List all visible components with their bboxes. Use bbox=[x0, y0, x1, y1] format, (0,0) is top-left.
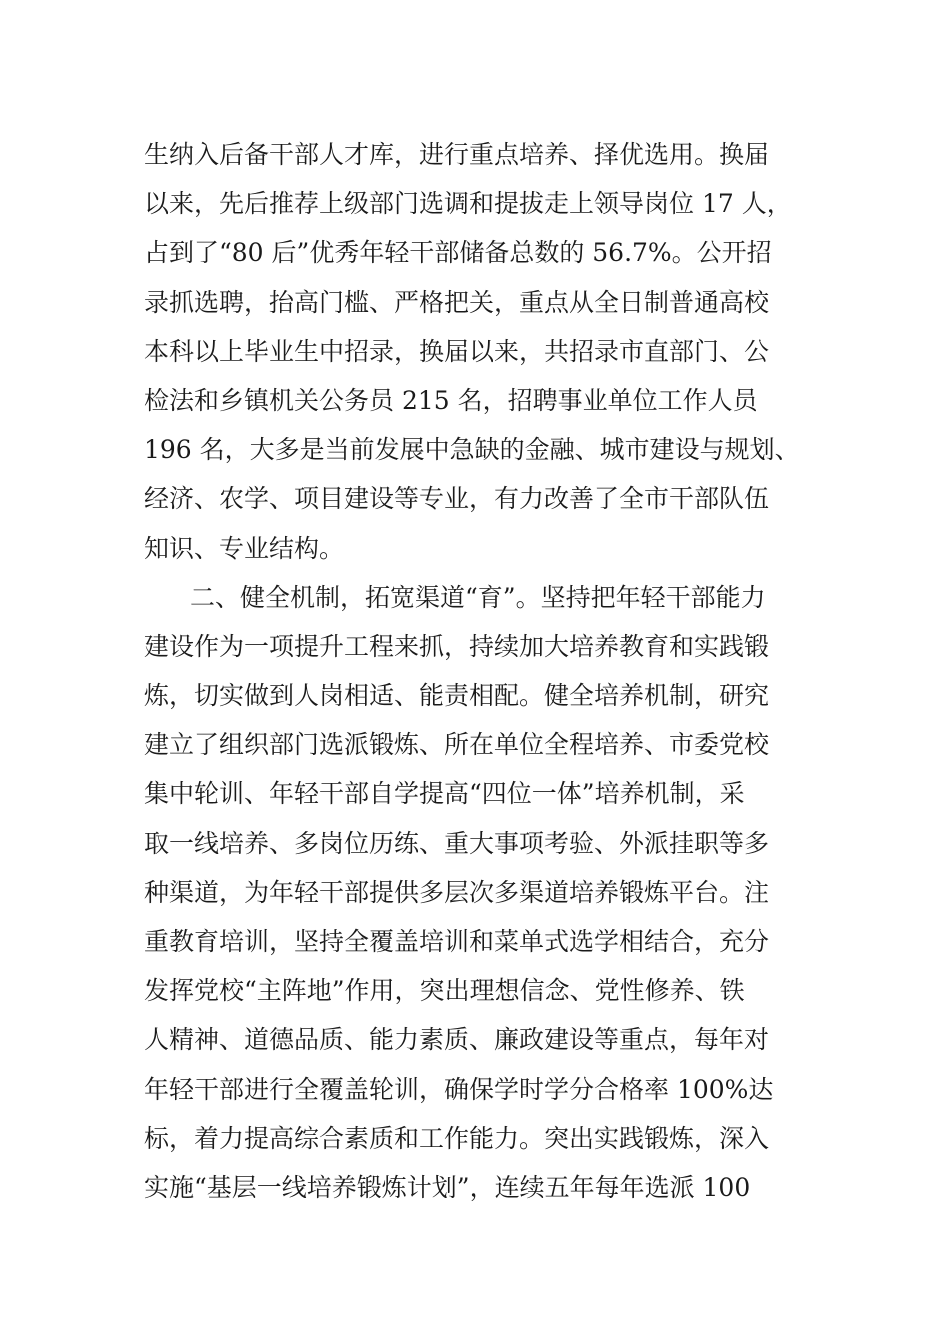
text-line: 录抓选聘，抬高门槛、严格把关，重点从全日制普通高校 bbox=[144, 287, 770, 317]
text-line: 实施“基层一线培养锻炼计划”，连续五年每年选派 100 bbox=[144, 1172, 751, 1202]
text-line: 取一线培养、多岗位历练、重大事项考验、外派挂职等多 bbox=[144, 828, 770, 858]
text-line: 196 名，大多是当前发展中急缺的金融、城市建设与规划、 bbox=[144, 435, 800, 465]
text-line: 以来，先后推荐上级部门选调和提拔走上领导岗位 17 人， bbox=[144, 189, 792, 219]
text-line: 炼，切实做到人岗相适、能责相配。健全培养机制，研究 bbox=[144, 681, 770, 711]
document-body bbox=[144, 130, 824, 1212]
text-line: 经济、农学、项目建设等专业，有力改善了全市干部队伍 bbox=[144, 484, 770, 514]
text-line: 重教育培训，坚持全覆盖培训和菜单式选学相结合，充分 bbox=[144, 927, 770, 956]
text-line: 年轻干部进行全覆盖轮训，确保学时学分合格率 100%达 bbox=[144, 1074, 774, 1104]
text-line: 种渠道，为年轻干部提供多层次多渠道培养锻炼平台。注 bbox=[144, 877, 770, 907]
text-line: 检法和乡镇机关公务员 215 名，招聘事业单位工作人员 bbox=[144, 385, 758, 415]
text-line: 集中轮训、年轻干部自学提高“四位一体”培养机制，采 bbox=[144, 779, 745, 809]
text-line: 占到了“80 后”优秀年轻干部储备总数的 56.7%。公开招 bbox=[144, 238, 772, 268]
text-line: 标，着力提高综合素质和工作能力。突出实践锻炼，深入 bbox=[144, 1123, 770, 1153]
section-heading-line: 二、健全机制，拓宽渠道“育”。坚持把年轻干部能力 bbox=[190, 582, 766, 612]
text-line: 本科以上毕业生中招录，换届以来，共招录市直部门、公 bbox=[144, 336, 770, 366]
text-line: 人精神、道德品质、能力素质、廉政建设等重点，每年对 bbox=[144, 1025, 770, 1055]
text-line: 生纳入后备干部人才库，进行重点培养、择优选用。换届 bbox=[144, 140, 770, 169]
text-line: 知识、专业结构。 bbox=[144, 533, 345, 563]
text-line: 建立了组织部门选派锻炼、所在单位全程培养、市委党校 bbox=[144, 730, 770, 760]
text-line: 发挥党校“主阵地”作用，突出理想信念、党性修养、铁 bbox=[144, 976, 745, 1006]
text-line: 建设作为一项提升工程来抓，持续加大培养教育和实践锻 bbox=[144, 631, 770, 661]
